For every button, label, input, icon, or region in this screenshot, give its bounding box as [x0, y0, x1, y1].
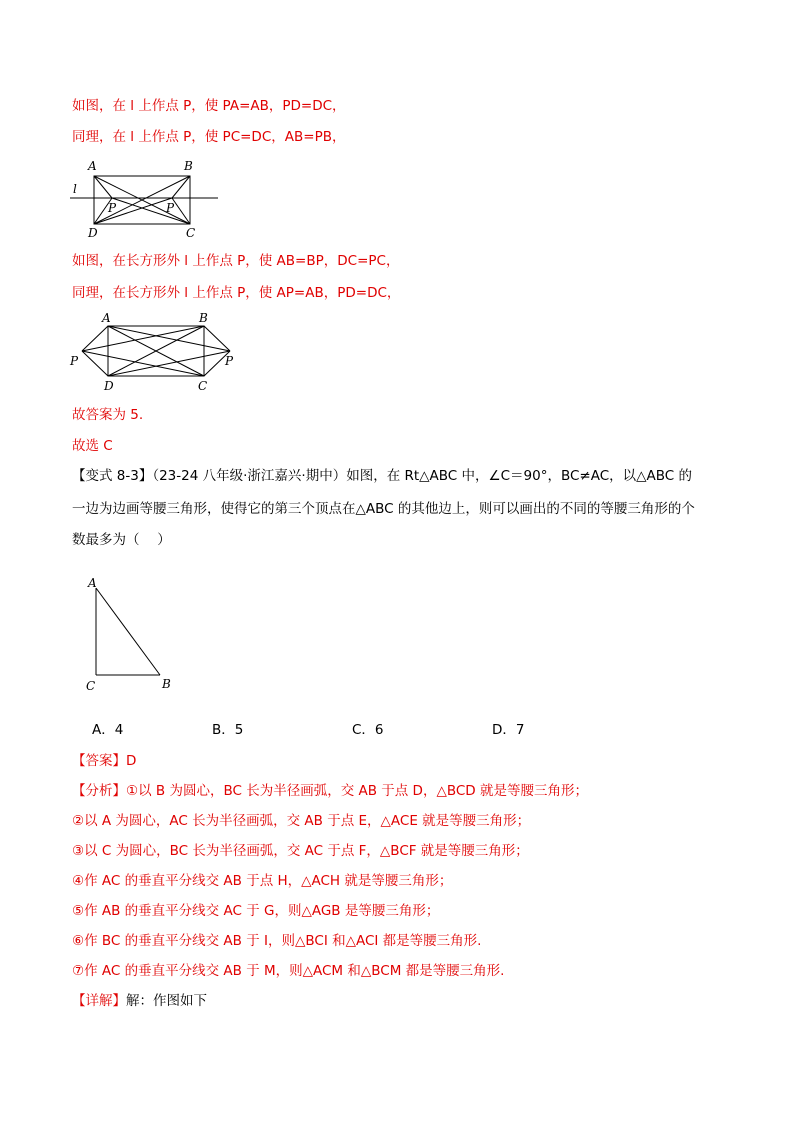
analysis-step-4: ④作 AC 的垂直平分线交 AB 于点 H，△ACH 就是等腰三角形； [72, 873, 453, 889]
detail-row [72, 991, 207, 1011]
detail-text: 解：作图如下 [126, 993, 207, 1009]
solution-line-4: 同理，在长方形外 l 上作点 P，使 AP=AB，PD=DC， [72, 285, 401, 301]
answer-tag: 【答案】 [72, 753, 126, 769]
fig2-label-P1: P [70, 354, 79, 368]
question-line-1: 【变式 8-3】（23-24 八年级·浙江嘉兴·期中）如图，在 Rt△ABC 中，∠C＝90°，BC≠AC，以△ABC 的 [72, 468, 693, 484]
fig1-label-C: C [186, 226, 196, 240]
fig1-label-A: A [88, 159, 97, 173]
analysis-step-5: ⑤作 AB 的垂直平分线交 AC 于 G，则△AGB 是等腰三角形； [72, 903, 440, 919]
solution-line-3: 如图，在长方形外 l 上作点 P，使 AB=BP，DC=PC， [72, 253, 400, 269]
figure-rectangle-external-p [68, 310, 244, 396]
answer-line: 故答案为 5. [72, 407, 144, 423]
figure-right-triangle [82, 572, 182, 696]
option-a[interactable]: A．4 [92, 722, 124, 738]
solution-line-2: 同理，在 l 上作点 P，使 PC=DC，AB=PB， [72, 129, 346, 145]
answer-value: D [126, 753, 137, 769]
analysis-step-6: ⑥作 BC 的垂直平分线交 AB 于 I，则△BCI 和△ACI 都是等腰三角形. [72, 933, 482, 949]
question-line-2: 一边为边画等腰三角形，使得它的第三个顶点在△ABC 的其他边上，则可以画出的不同的等腰三角形的个 [72, 501, 695, 517]
analysis-step-3: ③以 C 为圆心，BC 长为半径画弧，交 AC 于点 F，△BCF 就是等腰三角形； [72, 843, 529, 859]
fig2-label-D: D [104, 379, 114, 393]
fig3-label-C: C [86, 679, 96, 693]
option-d[interactable]: D．7 [492, 722, 525, 738]
analysis-step-2: ②以 A 为圆心，AC 长为半径画弧，交 AB 于点 E，△ACE 就是等腰三角形； [72, 813, 531, 829]
figure-rectangle-line-l [70, 156, 220, 240]
detail-tag: 【详解】 [72, 993, 126, 1009]
fig2-label-P2: P [225, 354, 234, 368]
fig2-label-C: C [198, 379, 208, 393]
fig1-label-B: B [184, 159, 193, 173]
choice-line: 故选 C [72, 438, 113, 454]
analysis-step-1 [72, 781, 588, 801]
fig2-label-B: B [199, 311, 208, 325]
option-b[interactable]: B．5 [212, 722, 244, 738]
fig1-label-P1: P [108, 201, 117, 215]
fig3-label-A: A [88, 576, 97, 590]
option-c[interactable]: C．6 [352, 722, 384, 738]
analysis-tag: 【分析】 [72, 783, 126, 799]
question-line-3: 数最多为（ ） [72, 532, 171, 548]
fig2-label-A: A [102, 311, 111, 325]
analysis-step-7: ⑦作 AC 的垂直平分线交 AB 于 M，则△ACM 和△BCM 都是等腰三角形. [72, 963, 505, 979]
fig1-label-l: l [73, 182, 77, 196]
solution-line-1: 如图，在 l 上作点 P，使 PA=AB，PD=DC， [72, 98, 346, 114]
analysis-step-text: ①以 B 为圆心，BC 长为半径画弧，交 AB 于点 D，△BCD 就是等腰三角形； [126, 783, 588, 799]
answer-row [72, 751, 136, 771]
fig1-label-D: D [88, 226, 98, 240]
fig3-label-B: B [162, 677, 171, 691]
fig1-label-P2: P [166, 201, 175, 215]
